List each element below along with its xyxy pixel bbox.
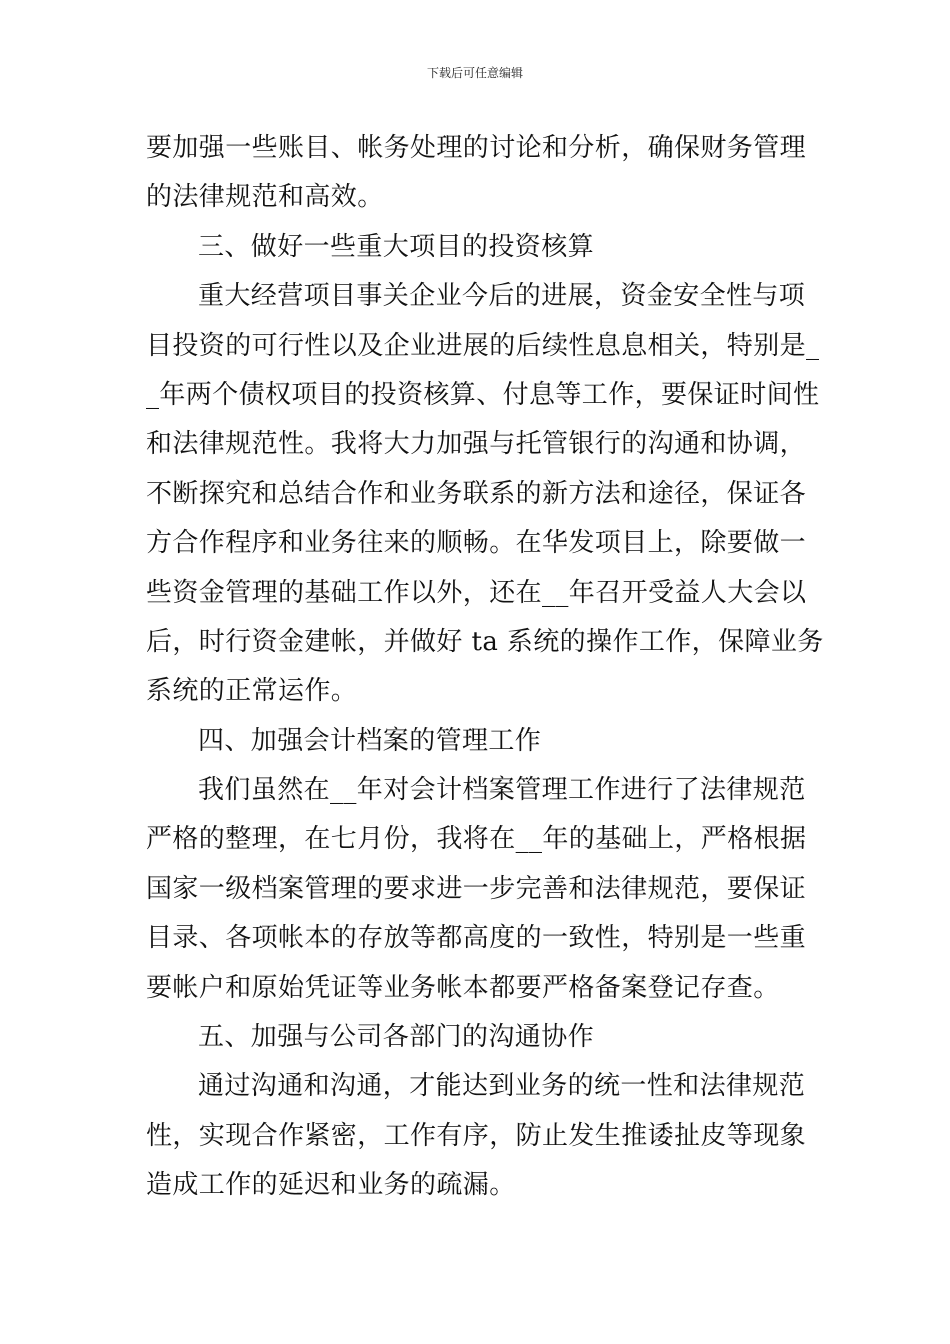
text-line: 些资金管理的基础工作以外，还在__年召开受益人大会以 — [146, 577, 807, 608]
text-line: 目投资的可行性以及企业进展的后续性息息相关，特别是_ — [146, 330, 820, 361]
section-heading: 三、做好一些重大项目的投资核算 — [198, 231, 595, 262]
text-line: 国家一级档案管理的要求进一步完善和法律规范，要保证 — [146, 873, 807, 904]
text-line: 系统的正常运作。 — [146, 676, 358, 707]
text-line: 不断探究和总结合作和业务联系的新方法和途径，保证各 — [146, 478, 807, 509]
text-line: 重大经营项目事关企业今后的进展，资金安全性与项 — [198, 281, 806, 312]
document-body — [146, 124, 824, 1211]
text-line: _年两个债权项目的投资核算、付息等工作，要保证时间性 — [146, 379, 820, 410]
text-line: 要帐户和原始凭证等业务帐本都要严格备案登记存查。 — [146, 972, 780, 1003]
text-line: 方合作程序和业务往来的顺畅。在华发项目上，除要做一 — [146, 528, 807, 559]
text-line: 的法律规范和高效。 — [146, 182, 384, 213]
page-header: 下载后可任意编辑 — [426, 66, 523, 80]
text-line: 造成工作的延迟和业务的疏漏。 — [146, 1170, 516, 1201]
text-line: 性，实现合作紧密，工作有序，防止发生推诿扯皮等现象 — [146, 1120, 807, 1151]
text-line: 通过沟通和沟通，才能达到业务的统一性和法律规范 — [198, 1071, 806, 1102]
text-line: 严格的整理，在七月份，我将在__年的基础上，严格根据 — [146, 824, 807, 855]
text-line: 我们虽然在__年对会计档案管理工作进行了法律规范 — [198, 775, 806, 806]
text-line: 后，时行资金建帐，并做好 ta 系统的操作工作，保障业务 — [146, 626, 824, 657]
section-heading: 四、加强会计档案的管理工作 — [198, 725, 542, 756]
text-line: 目录、各项帐本的存放等都高度的一致性，特别是一些重 — [146, 923, 807, 954]
text-line: 和法律规范性。我将大力加强与托管银行的沟通和协调， — [146, 429, 807, 460]
text-line: 要加强一些账目、帐务处理的讨论和分析，确保财务管理 — [146, 133, 807, 163]
section-heading: 五、加强与公司各部门的沟通协作 — [198, 1022, 595, 1053]
